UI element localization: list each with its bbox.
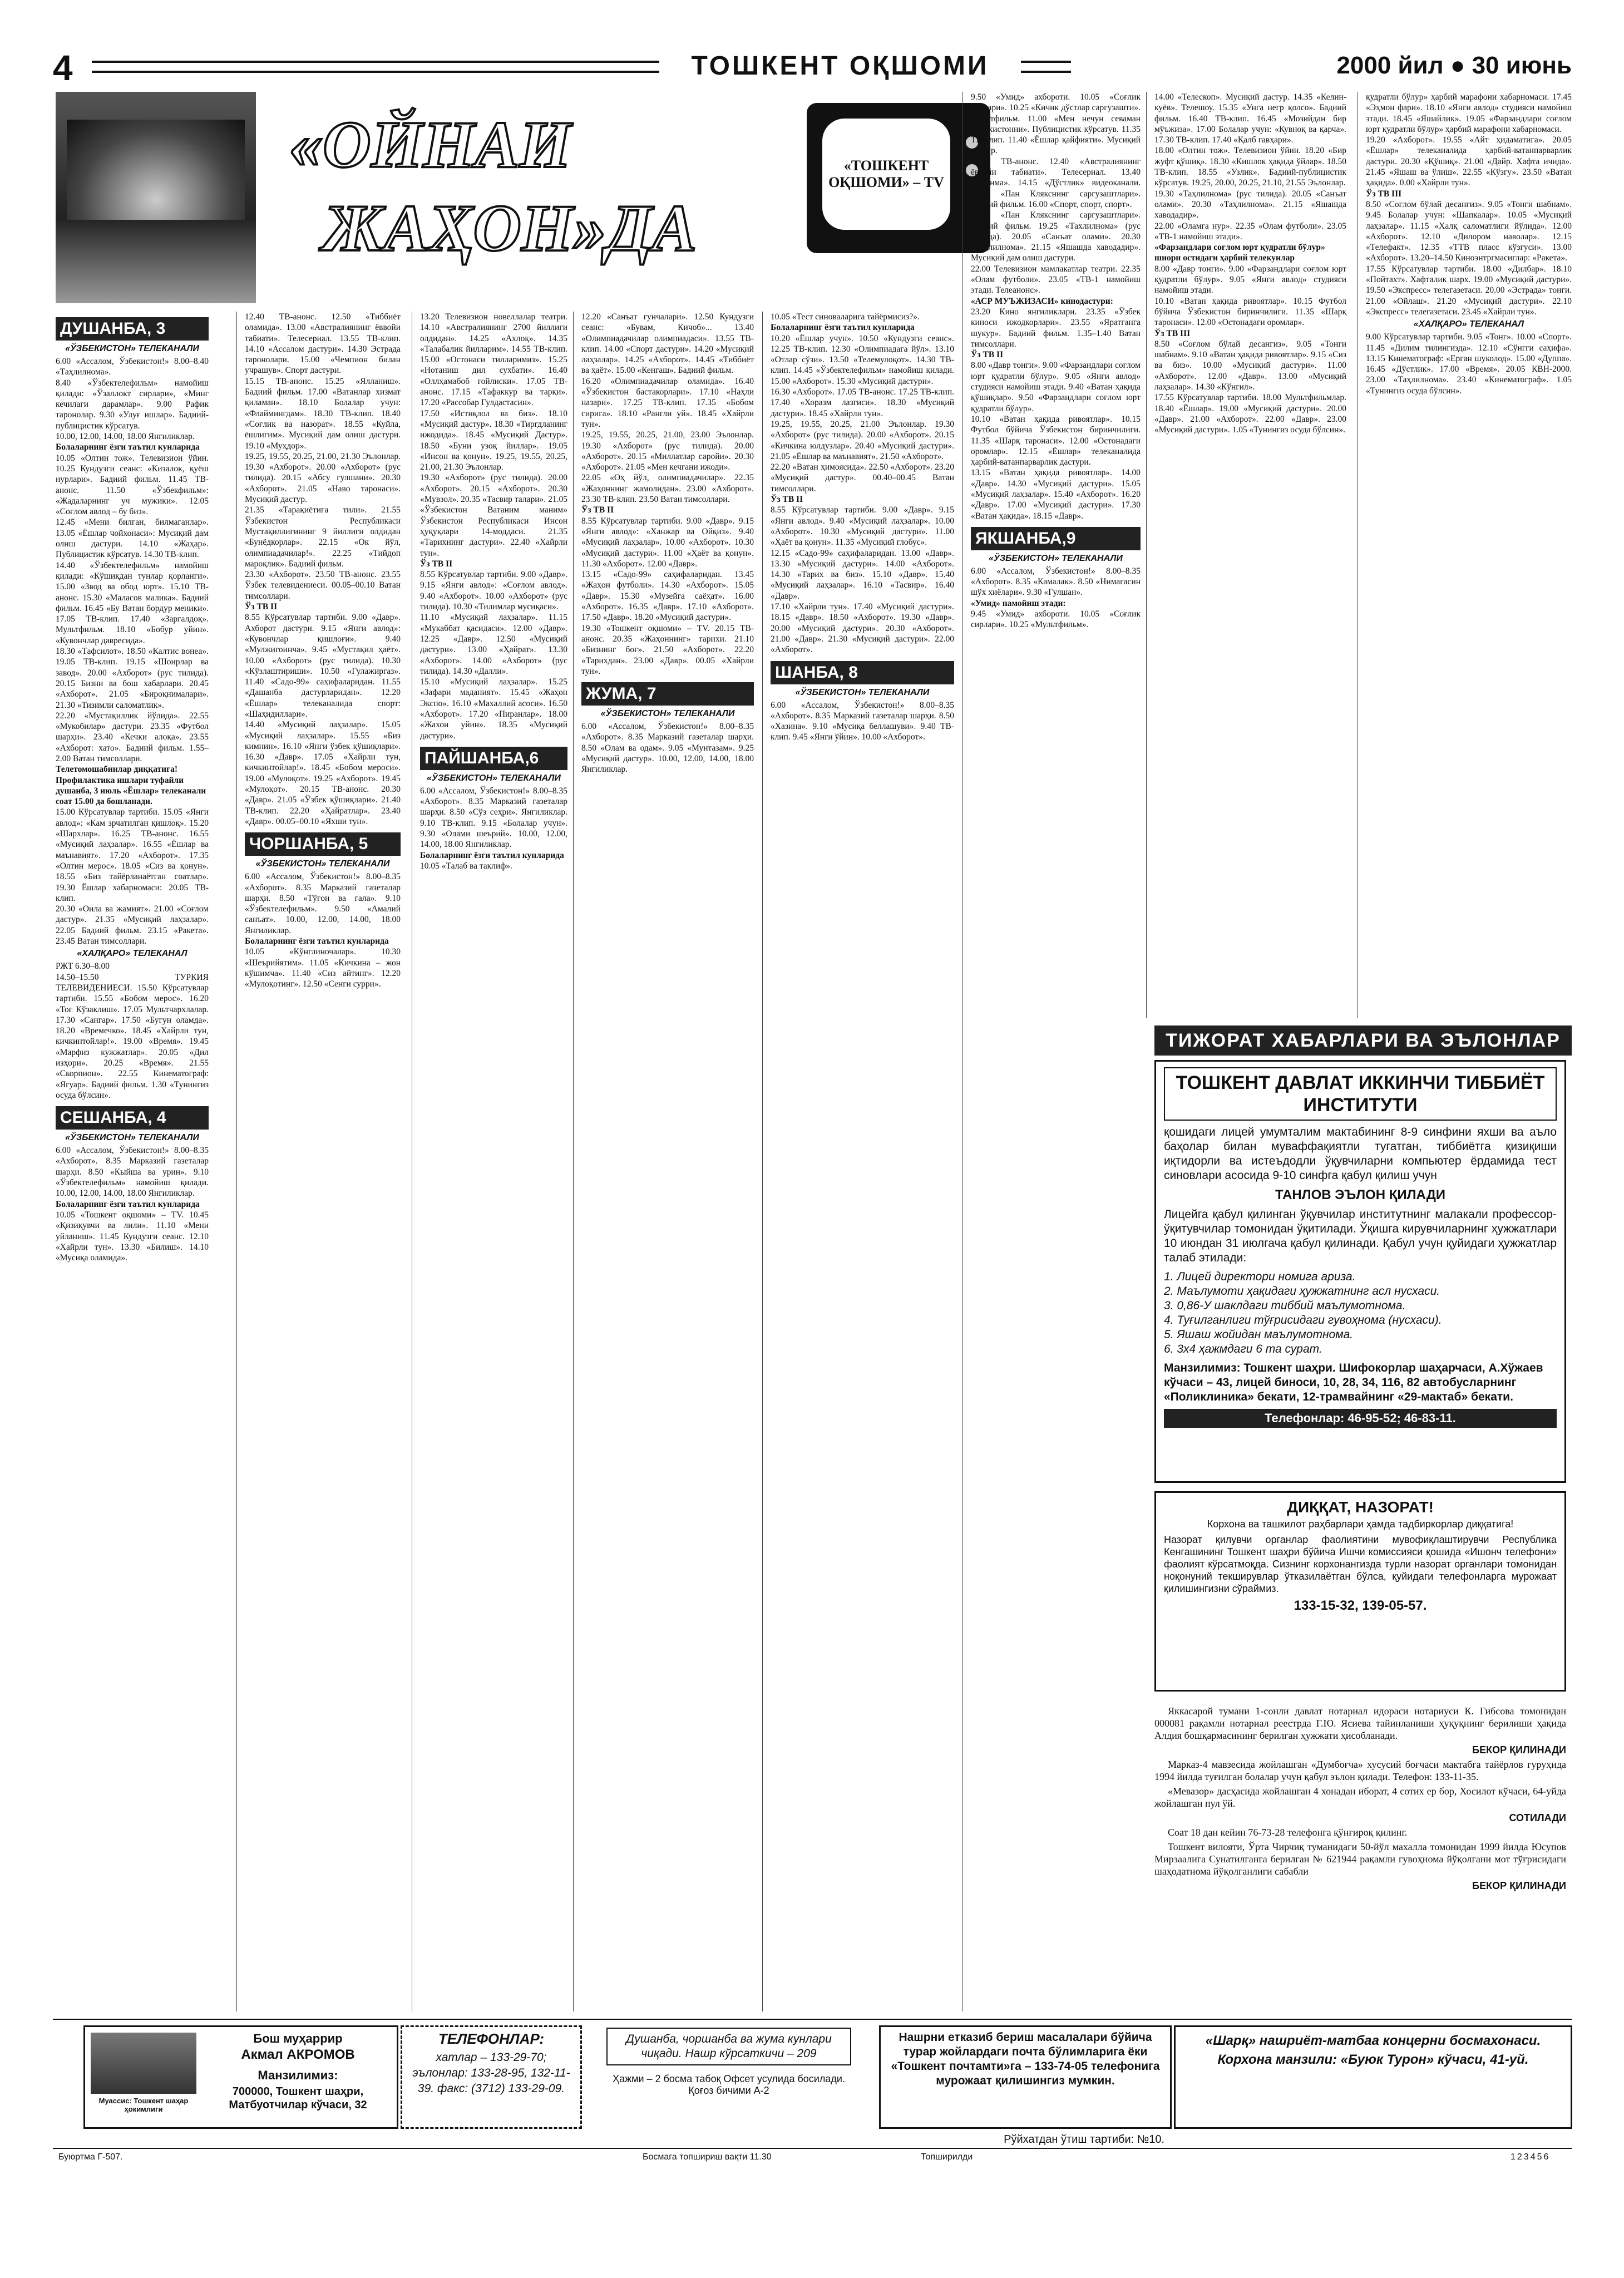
address-label: Манзилимиз: (258, 2068, 338, 2082)
notice-text: Яккасарой тумани 1-сонли давлат нотариал идораси нотариуси К. Гибсова томонидан 000081 рақамли нотариал реестрда Г.Ю. Ясиева тайинланиши ҳуқуқнинг берилиши ҳақида Алдия бошқармасининг берилган ҳужжати ҳисобланади. (1154, 1705, 1566, 1741)
schedule-entry: 6.00 «Ассалом, Ўзбекистон!» 8.00–8.35 «Ахборот». 8.35 «Камалак». 8.50 «Нимагасин шўх хиёлари». 9.30 «Гулшан». (971, 566, 1141, 598)
schedule-entry: 12.15 «Садо-99» саҳифаларидан. 13.00 «Давр». 13.30 «Мусиқий дастури». 14.00 «Ахборот». 14.30 «Тарих ва биз». 15.10 «Давр». 15.40 «Мусиқий лаҳзалар». 16.10 «Тасвир». 16.40 «Давр». (771, 548, 954, 601)
section-heading: «АСР МУЪЖИЗАСИ» кинодастури: (971, 296, 1113, 306)
ads-section-title: ТИЖОРАТ ХАБАРЛАРИ ВА ЭЪЛОНЛАР (1154, 1025, 1572, 1056)
schedule-column (971, 92, 1141, 2011)
schedule-entry: 15.15 ТВ-анонс. 15.25 «Ялланиш». Бадиий фильм. 17.00 «Ватанлар хизмат қиламан». 18.10 Болалар учун: «Флаймингдам». 18.30 ТВ-клип. 18.40 «Соғлик ва назорат». 18.55 «Куйла, ёшлигим». Мусиқий дам олиш дастури. 19.10 «Муҳдор». (245, 376, 401, 451)
institute-intro: қошидаги лицей умумталим мактабининг 8-9 синфини яхши ва аъло баҳолар билан муваффақиятли тугатган, тиббиётга қизиқиши иқтидорли ва истеъдодли ўқувчиларни компьютер ёрдамида тест синовлари асосида 9-10 синфга қабул қилиш учун (1164, 1126, 1557, 1182)
schedule-entry: 13.15 «Садо-99» саҳифаларидан. 13.45 «Жаҳон футболи». 14.30 «Ахборот». 15.05 «Давр». 15.30 «Музейга саёҳат». 16.00 «Ахборот». 16.35 «Давр». 17.10 «Ахборот». 17.50 «Давр». 18.20 «Мусиқий дастури». (581, 570, 754, 623)
phones-box (401, 2025, 582, 2129)
schedule-entry: 10.05 «Олтин тож». Телевизион ўйин. 10.25 Кундузги сеанс: «Кизалок, қуёш нурлари». Бадиий фильм. 11.45 ТВ-анонс. 11.50 «Ўзбекфильм»: «Жадаларнинг уч мужики». 12.05 «Соғлом авлод – бу биз». (56, 453, 209, 517)
submitted-label: Топширилди (921, 2152, 973, 2162)
notice-heading: БЕКОР ҚИЛИНАДИ (1472, 1880, 1566, 1891)
attention-body: Назорат қилувчи органлар фаолиятини мувофиқлаштирувчи Республика Кенгашининг Тошкент шаҳри бўйича Ишчи комиссияси қошида «Ишонч телефони» фаолият кўрсатмоқда. Сизнинг корхонангизда турли назорат органлари томонидан ноқонуний текширувлар ўтказилаётган бўлса, қуйидаги телефонларга мурожаат қилишингизни сўраймиз. (1164, 1534, 1557, 1594)
schedule-entry: 19.30 «Таҳлилнома» (рус тилида). 20.05 «Санъат олами». 20.30 «Таҳлилнома». 21.15 «Яшашда хаводадир». (1154, 189, 1346, 220)
institute-ad (1154, 1060, 1566, 1483)
requirement-item: 4. Туғилганлиги тўғрисидаги гувоҳнома (нусхаси). (1164, 1314, 1442, 1327)
institute-subtitle: ТАНЛОВ ЭЪЛОН ҚИЛАДИ (1275, 1187, 1446, 1202)
schedule-column (1154, 92, 1346, 1018)
digit-strip: 123456 (1511, 2152, 1551, 2162)
section-heading: Ўз ТВ II (971, 350, 1004, 360)
section-heading: Ўз ТВ II (581, 505, 614, 515)
requirement-item: 1. Лицей директори номига ариза. (1164, 1270, 1356, 1283)
column-divider (962, 92, 963, 2011)
section-heading: Болаларнинг ёзги таътил кунларида (56, 442, 200, 452)
address-text: 700000, Тошкент шаҳри, Матбуотчилар кўчаси, 32 (229, 2085, 367, 2111)
schedule-entry: 14.00 «Телескоп». Мусиқий дастур. 14.35 «Келин-куёв». Телешоу. 15.35 «Унга негр қолсо». Бадиий фильм. 16.40 ТВ-клип. 16.45 «Мозийдан бир мўъжиза». 17.00 Болалар учун: «Кувноқ ва қарча». 17.30 ТВ-клип. 17.40 «Қалб гавҳари». (1154, 92, 1346, 145)
channel-heading: «ХАЛҚАРО» ТЕЛЕКАНАЛ (77, 949, 187, 959)
schedule-entry: 8.40 «Ўзбектелефильм» намойиш қилади: «Ўзаллокт сирлари», «Минг кечилаги дарамлар». 9.00 Рафик таронолар. 9.30 «Улуғ ишлар». Бадиий-публицистик кўрсатув. (56, 378, 209, 431)
editor-box (83, 2025, 398, 2129)
day-heading: ЯКШАНБА,9 (971, 527, 1141, 550)
schedule-entry: 19.30 «Ахборот» (рус тилида). 20.00 «Ахборот». 20.15 «Ахборот». 20.30 «Мувзол». 20.35 «Тасвир талари». 21.05 «Ўзбекистон Ватаним маним» Ўзбекистон Республикаси Инсон ҳуқуқлари 14-моддаси. 21.35 «Тарихнинг дастури». 22.40 «Хайрли тун». (420, 473, 567, 558)
feature-title-line1: «ОЙНАИ (289, 107, 571, 181)
schedule-entry: 8.55 Кўрсатувлар тартиби. 9.00 «Давр». 9.15 «Янги авлод»: «Соғлом авлод». 9.40 «Ахборот». 10.00 «Ахборот» (рус тилида). 10.30 «Тилимлар мусиқаси». (420, 570, 567, 612)
small-notices (1154, 1703, 1566, 1894)
schedule-entry: 14.50–15.50 ТУРКИЯ ТЕЛЕВИДЕНИЕСИ. 15.50 Кўрсатувлар тартиби. 15.55 «Бобом мерос». 16.20 «Тоғ Кўзаклиш». 17.05 Мультчархлалар. 17.30 «Сангар». 17.50 «Бугун оламда». 18.20 «Времечко». 18.45 «Хайрли тун, кичкинтойлар!». 19.00 «Время». 19.45 «Марфиз кужжатлар». 20.05 «Дил изҳори». 20.25 «Время». 21.55 «Скорпион». 22.55 Кинематограф: «Ягуар». Бадиий фильм. 1.30 «Тунингиз осуда бўлсин». (56, 972, 209, 1100)
issue-date: 2000 йил ● 30 июнь (1336, 52, 1572, 79)
schedule-entry: 20.30 «Оила ва жамият». 21.00 «Соғлом дастур». 21.35 «Мусиқий лаҳзалар». 22.05 Бадиий фильм. 23.15 «Ракета». 23.45 Ватан тимсоллари. (56, 904, 209, 946)
schedule-entry: 21.35 «Тарақиётига тили». 21.55 Ўзбекистон Республикаси Мустақиллигининг 9 йиллиги олдидан «Бунёдкорлар». 22.15 «Ок йўл, олимпиадачилар!». 22.25 «Тийдоп мароқлик». Бадиий фильм. (245, 505, 401, 569)
schedule-entry: 17.50 «Истиқлол ва биз». 18.10 «Мусиқий дастур». 18.30 «Тиргдланинг ижодида». 18.45 «Мусиқий Дастур». 18.50 «Буни узоқ йиллар». 19.05 «Инсон ва қонун». 19.25, 19.55, 20.25, 21.00, 21.30 Эълонлар. (420, 408, 567, 472)
volume-text: Ҳажми – 2 босма табоқ Офсет усулида босилади. (613, 2073, 845, 2084)
day-heading: СЕШАНБА, 4 (56, 1106, 209, 1130)
schedule-entry: 13.20 Телевизион новеллалар театри. 14.10 «Австралиянинг 2700 йиллиги олдидан». 14.25 «Ахлоқ». 14.35 «Талабалик йилларим». 14.55 ТВ-клип. 15.00 «Остонаси тилларимиз». 15.25 «Нотаниш дил сухбати». 16.40 «Оллҳамабоб гойлиски». 17.05 ТВ-анонс. 17.15 «Тафаккур ва тарқи». 17.20 «Рассобар Гулдастасин». (420, 312, 567, 408)
schedule-column (581, 312, 754, 2011)
printer-address: Корхона манзили: «Буюк Турон» кўчаси, 41-уй. (1217, 2052, 1529, 2067)
attention-phones: 133-15-32, 139-05-57. (1294, 1598, 1427, 1613)
day-heading: ЖУМА, 7 (581, 682, 754, 706)
attention-ad (1154, 1491, 1566, 1692)
requirements-list (1164, 1270, 1557, 1357)
channel-heading: «ЎЗБЕКИСТОН» ТЕЛЕКАНАЛИ (65, 344, 199, 353)
schedule-entry: 17.55 Кўрсатувлар тартиби. 18.00 «Дилбар». 18.10 «Пойтахт». Хафталик шарх. 19.00 «Мусиқий дастури». 19.50 «Экспресс» телегазетаси. 20.00 «Эстрада» тонги. 21.00 «Ойлаш». 21.20 «Мусиқий дастури». 22.10 «Экспресс» телегазетаси. 23.45 «Хайрли тун». (1366, 264, 1572, 317)
schedule-entry: 8.50 «Соғлом бўлай десангиз». 9.05 «Тонги шабнам». 9.45 Болалар учун: «Шапкалар». 10.05 «Мусиқий лаҳзалар». 11.15 «Халқ саломатлиги йўлида». 12.00 «Ахборот». 12.10 «Дилором наволар». 12.15 «Телефакт». 12.35 «ТТВ пласс кўзгуси». 13.00 «Ахборот». 13.20–14.50 Киноэнтргмасиглар: «Ракета». (1366, 199, 1572, 263)
channel-heading: «ХАЛҚАРО» ТЕЛЕКАНАЛ (1413, 319, 1524, 329)
editor-name: Акмал АКРОМОВ (241, 2047, 355, 2062)
notice-text: Соат 18 дан кейин 76-73-28 телефонга қўнғироқ қилинг. (1168, 1827, 1408, 1838)
schedule-entry: 10.05 «Кўнглиночалар». 10.30 «Шеърийятим». 11.05 «Кичкина – жон кўшимча». 11.40 «Сиз айтинг». 12.20 «Мулоқотинг». 12.50 «Сенги сурри». (245, 947, 401, 989)
feature-title-line2: ЖАҲОН»ДА (323, 191, 697, 265)
phones-text: хатлар – 133-29-70; эълонлар: 133-28-95, 132-11-39. факс: (3712) 133-29-09. (412, 2051, 570, 2095)
schedule-entry: РЖТ 6.30–8.00 (56, 962, 110, 972)
section-heading: Болаларнинг ёзги таътил кунларида (771, 323, 915, 333)
schedule-entry: 15.00 Кўрсатувлар тартиби. 15.05 «Янги авлод»: «Кам зрчатилган қишлоқ». 15.20 «Шархлар». 16.25 ТВ-анонс. 16.55 «Мусиқий лаҳзалар». 16.55 «Ёшлар ва маънавият». 17.20 «Ахборот». 17.35 «Олтин мерос». 18.05 «Сиз ва қонун». 18.55 «Биз тайёрланаётган соатлар». 19.30 Ёшлар хабарномаси: 20.05 ТВ-клип. (56, 807, 209, 903)
requirement-item: 5. Яшаш жойидан маълумотнома. (1164, 1328, 1354, 1341)
schedule-entry: 14.40 «Ўзбектелефильм» намойиш қилади: «Кўшиқдан тунлар қорланги». 15.00 «Звод ва обод юрт». 15.10 ТВ-анонс. 15.30 «Маласов малика». Бадиий фильм. 16.45 «Бу Ватан бордур меники». 17.05 ТВ-клип. 17.40 «Заргалдоқ». Мультфильм. 18.10 «Бобур уйин». «Кувончлар давресида». (56, 560, 209, 645)
schedule-entry: 13.15 «Ватан ҳақида ривоятлар». 14.00 «Давр». 14.30 «Мусиқий дастури». 15.05 «Мусиқий лаҳзалар». 15.40 «Ахборот». 16.20 «Давр». 17.00 «Мусиқий дастури». 17.30 «Ватан ҳақида». 18.15 «Давр». (971, 468, 1141, 521)
footer-rule (53, 2019, 1572, 2020)
circulation-text: Душанба, чоршанба ва жума кунлари чиқади. Нашр кўрсаткичи – 209 (606, 2028, 851, 2065)
institute-phones: Телефонлар: 46-95-52; 46-83-11. (1164, 1409, 1557, 1428)
schedule-entry: 12.20 «Санъат гунчалари». 12.50 Кундузги сеанс: «Бувам, Кичоб»... 13.40 «Олимпиадачилар олимпиадаси». 13.55 ТВ-клип. 14.00 «Спорт дастури». 14.20 «Мусиқий лаҳзалар». 14.25 «Ахборот». 14.45 «Тиббиёт ва ҳаёт». 15.00 «Кенгаш». Бадиий фильм. (581, 312, 754, 376)
channel-heading: «ЎЗБЕКИСТОН» ТЕЛЕКАНАЛИ (600, 709, 735, 719)
schedule-entry: 10.10 «Ватан ҳақида ривоятлар». 10.15 Футбол бўйича Ўзбекистон биринчилиги. 11.35 «Шарқ таронаси». 12.00 «Остонадаги оромлар». (1154, 296, 1346, 328)
schedule-entry: 6.00 «Ассалом, Ўзбекистон!» 8.00–8.35 «Ахборот». 8.35 Марказий газеталар шарҳи. 8.50 «Кыйша ва урин». 9.10 «Ўзбектелефильм» намойиш қилади. 10.00, 12.00, 14.00, 18.00 Янгиликлар. (56, 1146, 209, 1199)
section-heading: «Умид» намойиш этади: (971, 598, 1066, 608)
schedule-entry: 23.20 Кино янгиликлари. 23.35 «Ўзбек киноси ижодкорлари». 23.55 «Яратганга шукур». Бадиий фильм. 1.35–1.40 Ватан тимсоллари. (971, 307, 1141, 349)
schedule-entry: қудратли бўлур» ҳарбий марафони хабарномаси. 17.45 «Эҳмон фари». 18.10 «Янги авлод» студияси намойиш этади. 18.45 «Яшайлик». 19.05 «Фарзандлари соғлом юрт қудратли бўлур» ҳарбий марафони хабарномаси. (1366, 92, 1572, 134)
tv-feature-banner (56, 92, 990, 303)
section-heading: Ўз ТВ II (245, 602, 278, 612)
schedule-entry: 10.00, 12.00, 14.00, 18.00 Янгиликлар. (56, 432, 195, 442)
schedule-entry: 10.05 «Талаб ва таклиф». (420, 861, 512, 871)
notice-text: Тошкент вилояти, Ўрта Чирчиқ туманидаги 50-йўл махалла томонидан 1999 йилда Юсупов Мирзаалига Сунатилганга берилган № 621944 рақамли гувоҳнома йўқолгани мот тўғрисидаги шаҳодатнома йўқолганлиги сабабли (1154, 1841, 1566, 1877)
channel-heading: «ЎЗБЕКИСТОН» ТЕЛЕКАНАЛИ (255, 859, 390, 869)
schedule-entry: 12.40 ТВ-анонс. 12.50 «Тиббиёт оламида». 13.00 «Австралиянинг ёввойи табиати». Телесериал. 13.55 ТВ-клип. 14.10 «Ассалом дастури». 14.30 Эстрада таронолари. 15.00 «Чемпион билан учрашув». Спорт дастури. (245, 312, 401, 376)
schedule-entry: 22.20 «Ватан ҳимоясида». 22.50 «Ахборот». 23.20 «Мусиқий дастур». 00.40–00.45 Ватан тимсоллари. (771, 462, 954, 494)
page-header (53, 47, 1572, 86)
channel-heading: «ЎЗБЕКИСТОН» ТЕЛЕКАНАЛИ (989, 553, 1123, 563)
schedule-entry: 22.00 «Оламга нур». 22.35 «Олам футболи». 23.05 «ТВ-1 намойиш этади». (1154, 221, 1346, 241)
day-heading: ШАНБА, 8 (771, 661, 954, 684)
print-time: Босмага топшириш вақти 11.30 (643, 2152, 772, 2162)
requirement-item: 2. Маълумоти ҳақидаги ҳужжатнинг асл нусхаси. (1164, 1285, 1440, 1298)
schedule-entry: 8.55 Кўрсатувлар тартиби. 9.00 «Давр». 9.15 «Янги авлод». 9.40 «Мусиқий лаҳзалар». 10.00 «Ахборот». 10.30 «Мусиқий дастури». 11.00 «Ҳаёт ва қонун». 11.35 «Мусиқий глобус». (771, 505, 954, 548)
masthead: ТОШКЕНТ ОҚШОМИ (659, 51, 1021, 81)
schedule-entry: 15.10 «Мусиқий лаҳзалар». 15.25 «Зафари маданият». 15.45 «Жаҳон Экспо». 16.10 «Махаллий асоси». 16.50 «Ахборот». 17.20 «Пиранлар». 18.00 «Жахон уйин». 18.35 «Мусиқий дастури». (420, 677, 567, 741)
schedule-entry: 23.30 «Ахборот». 23.50 ТВ-анонс. 23.55 Ўзбек телевидениеси. 00.05–00.10 Ватан тимсоллари. (245, 570, 401, 601)
schedule-entry: 10.05 «Тошкент оқшоми» – TV. 10.45 «Қизиқувчи ва лили». 11.10 «Мени уйланиш». 11.45 Кундузги сеанс. 12.10 «Хайрли тун». 13.30 «Билиш». 14.10 «Мусиқа оламида». (56, 1210, 209, 1263)
schedule-entry: 22.20 «Мустақиллик йўлида». 22.55 «Мукобилар» дастури. 23.35 «Футбол шарҳи». 23.40 «Кечки алоқа». 23.55 «Ахборот: хато». Бадиий фильм. 1.55–2.00 Ватан тимсоллари. (56, 711, 209, 763)
schedule-entry: 6.00 «Ассалом, Ўзбекистон!» 8.00–8.35 «Ахборот». 8.35 Марказий газеталар шарҳи. 8.50 «Сўз сеҳри». Янгиликлар. 9.10 ТВ-клип. 9.15 «Болалар учун». 9.30 «Олами шеърий». 10.00, 12.00, 14.00, 18.00 Янгиликлар. (420, 786, 567, 850)
schedule-column (1366, 92, 1572, 1018)
section-heading: Болаларнинг ёзги таътил кунларида (56, 1199, 200, 1209)
registration-text: Рўйхатдан ўтиш тартиби: №10. (1004, 2133, 1164, 2146)
subscription-text: Нашрни етказиб бериш масалалари бўйича турар жойлардаги почта бўлимларига ёки «Тошкент почтамти»га – 133-74-05 телефонига мурожаат қилишингиз мумкин. (891, 2031, 1160, 2087)
schedule-entry: 10.05 «Тест синоваларига тайёрмисиз?». (771, 312, 920, 322)
subscription-box (879, 2025, 1172, 2146)
schedule-entry: 19.25, 19.55, 20.25, 21.00, 23.00 Эълонлар. 19.30 «Ахборот» (рус тилида). 20.00 «Ахборот». 20.15 «Миллатлар саройи». 20.30 «Ахборот». 21.05 «Мен кечгани ижоди». (581, 430, 754, 472)
schedule-entry: 12.20 ТВ-анонс. 12.40 «Австралиянинг ёввойи табиати». Телесериал. 13.40 «Қўйнма». 14.15 «Дўстлик» видеоканали. 14.35 «Пан Клякснинг саргузаштлари». Бадиий фильм. 16.00 «Спорт, спорт, спорт». (971, 156, 1141, 209)
requirement-item: 3. 0,86-У шаклдаги тиббий маълумотнома. (1164, 1299, 1406, 1312)
schedule-entry: 16.30 «Ахборот». 17.05 ТВ-анонс. 17.25 ТВ-клип. 17.40 «Хоразм лазгиси». 18.30 «Мусиқий дастури». 18.45 «Хайрли тун». (771, 387, 954, 418)
channel-heading: «ЎЗБЕКИСТОН» ТЕЛЕКАНАЛИ (795, 687, 930, 697)
section-heading: Ўз ТВ II (420, 559, 453, 569)
founder-label: Муассис: Тошкент шаҳар ҳокимлиги (98, 2097, 189, 2113)
day-heading: ЧОРШАНБА, 5 (245, 832, 401, 856)
order-number: Буюртма Г-507. (58, 2152, 123, 2162)
notice-text: «Мевазор» дасҳасида жойлашган 4 хонадан иборат, 4 сотих ер бор, Хосилот кўчаси, 64-уйда жойлашган пул ўй. (1154, 1786, 1566, 1809)
schedule-entry: 9.45 «Умид» ахбороти. 10.05 «Соғлик сирлари». 10.25 «Мультфильм». (971, 609, 1141, 630)
schedule-entry: 8.00 «Давр тонги». 9.00 «Фарзандлари соғлом юрт қудратли бўлур». 9.05 «Янги авлод» студияси намойиш этади. 9.40 «Ватан ҳақида қўшиқлар». 9.50 «Фарзандлари соғлом юрт қудратли бўлур». (971, 361, 1141, 413)
schedule-entry: 19.30 «Тошкент оқшоми» – TV. 20.15 ТВ-анонс. 20.35 «Жаҳоннинг» тарихи. 21.10 «Бизнинг боғ». 21.50 «Ахборот». 22.20 «Тарихдан». 23.00 «Давр». 00.05 «Хайрли тун». (581, 623, 754, 676)
schedule-entry: 6.00 «Ассалом, Ўзбекистон!» 8.00–8.35 «Ахборот». 8.35 Марказий газеталар шарҳи. 8.50 «Тўғон ва гала». 9.10 «Ўзбектелефильм». 9.50 «Амалий санъат». 10.00, 12.00, 14.00, 18.00 Янгиликлар. (245, 872, 401, 935)
schedule-entry: 22.00 Телевизион мамлакатлар театри. 22.35 «Олам футболи». 23.05 «ТВ-1 намойиш этади. Телеанонс». (971, 264, 1141, 295)
section-heading: Болаларнинг ёзги таътил кунларида (420, 850, 564, 860)
night-city-photo (56, 92, 256, 303)
schedule-entry: 22.05 «Оҳ йўл, олимпиадачилар». 22.35 «Жаҳоннинг жамолидан». 23.00 «Ахборот». 23.30 ТВ-клип. 23.50 Ватан тимсоллари. (581, 473, 754, 505)
editor-label: Бош муҳаррир (253, 2032, 343, 2045)
channel-heading: «ЎЗБЕКИСТОН» ТЕЛЕКАНАЛИ (427, 773, 561, 783)
tv-screen-label: «ТОШКЕНТ ОҚШОМИ» – TV (822, 119, 950, 230)
notice-text: Марказ-4 мавзесида жойлашган «Думбоғча» хусусий боғчаси мактабга тайёрлов гуруҳида 1994 йилда туғилган болалар учун қабул эълон қилади. Телефон: 133-11-35. (1154, 1759, 1566, 1782)
schedule-entry: 6.00 «Ассалом, Ўзбекистон!» 8.00–8.35 «Ахборот». 8.35 Марказий газеталар шарҳи. 8.50 «Олам ва одам». 9.05 «Мунтазам». 9.25 «Мусиқий дастур». 10.00, 12.00, 14.00, 18.00 Янгиликлар. (581, 722, 754, 775)
schedule-column (245, 312, 401, 2011)
section-heading: «Фарзандлари соғлом юрт қудратли бўлур» шиори остидаги ҳарбий телекунлар (1154, 243, 1325, 263)
schedule-entry: 8.55 Кўрсатувлар тартиби. 9.00 «Давр». 9.15 «Янги авлод»: «Ханжар ва Ойқиз». 9.40 «Мусиқий лаҳзалар». 10.00 «Ахборот». 10.30 «Мусиқий дастури». 11.00 «Ҳаёт ва қонун». 11.30 «Ахборот». 12.00 «Давр». (581, 516, 754, 569)
schedule-column (56, 312, 209, 2011)
page-number: 4 (53, 48, 73, 88)
schedule-entry: 10.10 «Ватан ҳақида ривоятлар». 10.15 Футбол бўйича Ўзбекистон биринчилиги. 11.35 «Шарқ таронаси». 12.00 «Остонадаги оромлар». 12.15 «Ёшлар» телеканалида ҳарбий-ватанпарварлик дастури. (971, 414, 1141, 467)
schedule-entry: 18.05 «Пан Клякснинг саргузаштлари». Бадиий фильм. 19.25 «Тахлилнома» (рус тилида). 20.05 «Санъат олами». 20.30 «Таҳлилнома». 21.15 «Яшашда хаводадир». Мусиқий дам олиш дастури. (971, 210, 1141, 263)
schedule-column (771, 312, 954, 2011)
schedule-entry: 8.00 «Давр тонги». 9.00 «Фарзандлари соғлом юрт қудратли бўлур». 9.05 «Янги авлод» студияси намойиш этади. (1154, 264, 1346, 295)
schedule-entry: 8.55 Кўрсатувлар тартиби. 9.00 «Давр». Ахборот дастури. 9.15 «Янги авлод»: «Кувончлар қишлоғи». 9.40 «Мулжигоинча». 9.45 «Мустақил ҳаёт». 10.00 «Ахборот» (рус тилида). 10.30 «Кўзлаштириши». 10.50 «Гулажиргаз». 11.40 «Садо-99» саҳифаларидан. 11.55 «Дашанба дастурларидан». 12.20 «Ёшлар» телеканалида спорт: «Шаҳидиллари». (245, 613, 401, 719)
schedule-entry: 19.25, 19.55, 20.25, 21.00 Эълонлар. 19.30 «Ахборот» (рус тилида). 20.00 «Ахборот». 20.15 «Кичкина юлдузлар». 20.40 «Мусиқий дастури». 21.05 «Ёшлар ва маънавият». 21.50 «Ахборот». (771, 419, 954, 461)
institute-body: Лицейга қабул қилинган ўқувчилар институтнинг малакали профессор-ўқитувчилар томонидан ўқитилади. Ўқишга кирувчиларнинг ҳужжатлари 10 июндан 31 июлгача қабул қилинади. Қабул учун қуйидаги ҳужжатлар талаб этилади: (1164, 1208, 1557, 1264)
schedule-entry: 9.00 Кўрсатувлар тартиби. 9.05 «Тонг». 10.00 «Спорт». 11.45 «Дилим тилингизда». 12.10 «Сўнгги саҳифа». 13.15 Кинематограф: «Ерган шуколод». 15.00 «Дуппа». 16.45 «Дўстлик». 17.00 «Время». 20.05 КВН-2000. 23.00 «Таҳлилнома». 23.40 «Кинематограф». 1.05 «Тунингиз осуда бўлсин». (1366, 332, 1572, 396)
section-heading: Ўз ТВ III (1366, 189, 1402, 199)
section-heading: Телетомошабинлар диққатига! Профилактика ишлари туфайли душанба, 3 июль «Ёшлар» телеканали соат 15.00 да бошланади. (56, 765, 206, 807)
printer-title: «Шарқ» нашриёт-матбаа концерни босмахонаси. (1205, 2033, 1541, 2048)
schedule-entry: 19.20 «Ахборот». 19.55 «Айт ҳидаматига». 20.05 «Ёшлар» телеканалида ҳарбий-ватанпарварлик дастури. 20.30 «Қўшиқ». 21.00 «Дайр. Хафта ичида». 21.45 «Яшаш ва ўлиш». 22.55 «Кўзгу». 23.50 «Ватан ҳақида». 0.00 «Хайрли тун». (1366, 135, 1572, 188)
column-divider (1146, 92, 1147, 1018)
schedule-entry: 18.00 «Олтин тож». Телевизион ўйин. 18.20 «Бир жуфт қўшиқ». 18.30 «Кишлок ҳақида ўйлар». 18.50 ТВ-клип. 18.55 «Узлик». Бадиий-публицистик кўрсатув. 19.25, 20.00, 20.25, 21.10, 21.55 Эълонлар. (1154, 146, 1346, 188)
schedule-entry: 17.10 «Хайрли тун». 17.40 «Мусиқий дастури». 18.15 «Давр». 18.50 «Ахборот». 19.30 «Давр». 20.00 «Мусиқий дастури». 20.30 «Ахборот». 21.00 «Давр». 21.30 «Мусиқий дастури». 22.00 «Ахборот». (771, 602, 954, 655)
column-divider (573, 312, 574, 2011)
feature-title (289, 103, 801, 292)
schedule-entry: 17.55 Кўрсатувлар тартиби. 18.00 Мультфильмлар. 18.40 «Ёшлар». 19.00 «Мусиқий дастури». 20.00 «Давр». 21.00 «Ахборот». 22.00 «Давр». 23.00 «Мусиқий дастури». 1.05 «Тунингиз осуда бўлсин». (1154, 393, 1346, 435)
attention-title: ДИҚҚАТ, НАЗОРАТ! (1287, 1498, 1434, 1516)
schedule-entry: 9.50 «Умид» ахбороти. 10.05 «Соғлик сирлари». 10.25 «Кичик дўстлар саргузашти». Мультфильм. 11.00 «Мен нечун севаман Ўзбекистонни». Публицистик кўрсатув. 11.35 ТВ-клип. 11.40 «Ёшлар қайфияти». Мусиқий дастур. (971, 92, 1141, 156)
schedule-entry: 16.20 «Олимпиадачилар оламида». 16.40 «Ўзбекистон бастакорлари». 17.10 «Наҳли назари». 17.25 ТВ-клип. 17.35 «Бобом сирига». 18.10 «Рангли уй». 18.45 «Хайрли тун». (581, 376, 754, 429)
institute-title: ТОШКЕНТ ДАВЛАТ ИККИНЧИ ТИББИЁТ ИНСТИТУТИ (1164, 1067, 1557, 1121)
phones-title: ТЕЛЕФОНЛАР: (438, 2030, 545, 2047)
channel-heading: «ЎЗБЕКИСТОН» ТЕЛЕКАНАЛИ (65, 1133, 199, 1143)
schedule-entry: 14.40 «Мусиқий лаҳзалар». 15.05 «Мусиқий лаҳзалар». 15.55 «Биз кимнин». 16.10 «Янги ўзбек қўшиқлари». 16.30 «Давр». 17.05 «Хайрли тун, кичкинтойлар!». 18.45 «Бобом мероси». 19.00 «Мулоқот». 19.25 «Ахборот». 19.45 «Мулоқот». 20.15 ТВ-анонс. 20.30 «Давр». 21.05 «Ўзбек қўшиқлари». 21.40 ТВ-клип. 22.20 «Ҳайратлар». 23.40 «Давр». 00.05–00.10 «Яхши тун». (245, 720, 401, 826)
schedule-entry: 10.20 «Ёшлар учун». 10.50 «Кундузги сеанс». 12.25 ТВ-клип. 12.30 «Олимпиадага йўл». 13.10 «Отлар сўзи». 13.50 «Телемулоқот». 14.30 ТВ-клип. 14.45 «Ўзбектелефильм» намойиш қилади. 15.00 «Ахборот». 15.30 «Мусиқий дастури». (771, 333, 954, 386)
requirement-item: 6. 3x4 ҳажмдаги 6 та сурат. (1164, 1343, 1322, 1355)
day-heading: ДУШАНБА, 3 (56, 317, 209, 341)
paper-size-text: Қоғоз бичими А-2 (688, 2085, 769, 2096)
schedule-entry: 6.00 «Ассалом, Ўзбекистон!» 8.00–8.35 «Ахборот». 8.35 Марказий газеталар шарҳи. 8.50 «Хазина». 9.10 «Мусиқа беллашуви». 9.40 ТВ-клип. 9.45 «Янги ўйин». 10.00 «Ахборот». (771, 700, 954, 742)
notice-heading: БЕКОР ҚИЛИНАДИ (1472, 1744, 1566, 1756)
section-heading: Ўз ТВ II (771, 495, 803, 505)
column-divider (762, 312, 763, 2011)
column-divider (236, 312, 237, 2011)
attention-subtitle: Корхона ва ташкилот раҳбарлари ҳамда тадбиркорлар диққатига! (1207, 1518, 1514, 1530)
circulation-box (584, 2025, 873, 2126)
founder-emblem-icon (91, 2033, 196, 2094)
schedule-entry: 8.50 «Соғлом бўлай десангиз». 9.05 «Тонги шабнам». 9.10 «Ватан ҳақида ривоятлар». 9.15 «Сиз ва биз». 10.00 «Мусиқий дастури». 11.00 «Ахборот». 12.00 «Давр». 13.00 «Мусиқий лаҳзалар». 14.30 «Кўнгил». (1154, 339, 1346, 392)
printer-box (1174, 2025, 1572, 2129)
section-heading: Болаларнинг ёзги таътил кунларида (245, 936, 389, 946)
schedule-entry: 6.00 «Ассалом, Ўзбекистон!» 8.00–8.40 «Таҳлилнома». (56, 357, 209, 377)
schedule-entry: 12.45 «Мени билган, билмаганлар». 13.05 «Ёшлар чойхонаси»: Мусиқий дам олиш дастури. 14.10 «Жаҳар». Публицистик кўрсатув. 14.30 ТВ-клип. (56, 517, 209, 560)
institute-address: Манзилимиз: Тошкент шаҳри. Шифокорлар шаҳарчаси, А.Хўжаев кўчаси – 43, лицей биноси, 10, 28, 34, 116, 82 автобусларнинг «Поликлиника» бекати, 12-трамвайнинг «29-мактаб» бекати. (1164, 1362, 1543, 1403)
notice-heading: СОТИЛАДИ (1509, 1812, 1566, 1823)
schedule-column (420, 312, 567, 2011)
schedule-entry: 11.10 «Мусиқий лаҳзалар». 11.15 «Мукаббат қасидаси». 12.00 «Давр». 12.25 «Давр». 12.50 «Мусиқий дастури». 13.00 «Ҳайрат». 13.30 «Ахборот». 14.00 «Ахборот» (рус тилида). 14.30 «Далли». (420, 613, 567, 676)
schedule-entry: 19.25, 19.55, 20.25, 21.00, 21.30 Эълонлар. 19.30 «Ахборот». 20.00 «Ахборот» (рус тилида). 20.15 «Абсу гулшани». 20.30 «Ахборот». 21.05 «Наво таронаси». Мусиқий дастур. (245, 451, 401, 505)
schedule-entry: 18.30 «Тафсилот». 18.50 «Калтис вонеа». 19.05 ТВ-клип. 19.15 «Шоирлар ва завод». 20.00 «Ахборот» (рус тилида). 20.15 Бизни ва бош хабарлари. 20.45 «Ахборот». 21.05 «Бироқнималари». 21.30 «Тизимли саломатлик». (56, 647, 209, 710)
footer-bottom-rule (53, 2148, 1572, 2149)
section-heading: Ўз ТВ III (1154, 328, 1191, 338)
day-heading: ПАЙШАНБА,6 (420, 747, 567, 770)
